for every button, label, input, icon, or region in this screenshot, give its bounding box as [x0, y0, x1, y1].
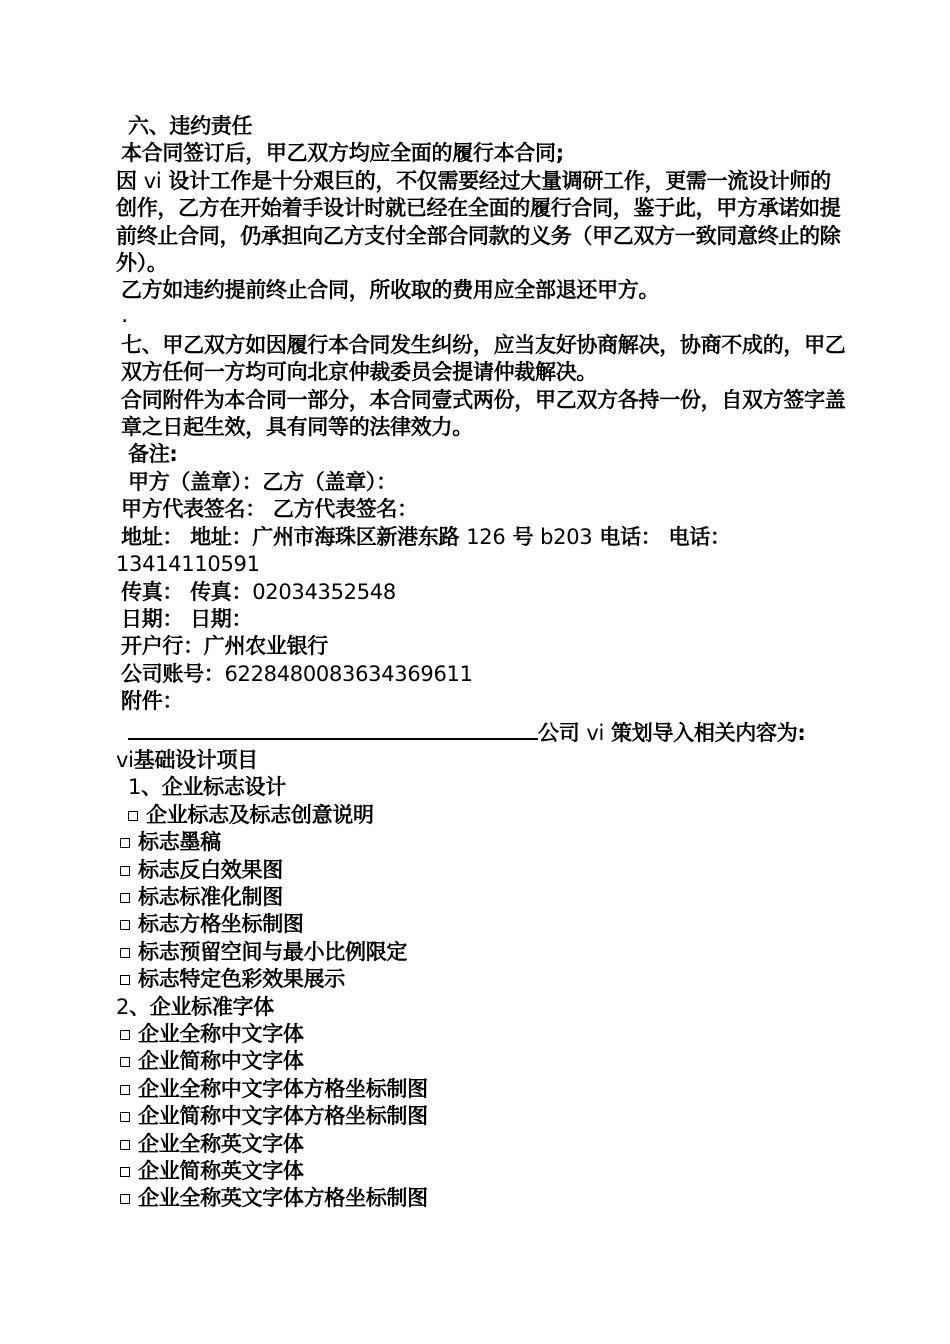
group-2-list [116, 1021, 846, 1213]
checklist-item [116, 884, 846, 911]
checkbox-icon [120, 948, 130, 958]
checklist-item-label: 标志标准化制图 [138, 884, 283, 909]
checklist-item [116, 1021, 846, 1048]
address-line: 地址： 地址：广州市海珠区新港东路 126 号 b203 电话： 电话： [121, 524, 731, 549]
checklist-item [116, 1158, 846, 1185]
checklist-item [116, 1185, 846, 1212]
checkbox-icon [120, 1194, 130, 1204]
blank-underline [128, 716, 538, 740]
checkbox-icon [120, 893, 130, 903]
account-line: 公司账号：6228480083634369611 [121, 661, 473, 686]
phone-number: 13414110591 [116, 552, 260, 577]
stray-dot: . [122, 309, 128, 326]
checklist-item [116, 1103, 846, 1130]
checklist-item-label: 企业简称中文字体方格坐标制图 [138, 1104, 428, 1129]
checkbox-icon [120, 1140, 130, 1150]
checklist-item-label: 标志预留空间与最小比例限定 [138, 939, 408, 964]
checklist-item-label: 企业简称中文字体 [138, 1049, 304, 1074]
checkbox-icon [120, 1030, 130, 1040]
section-7-paragraph-2: 合同附件为本合同一部分，本合同壹式两份，甲乙双方各持一份，自双方签字盖章之日起生效，具有同等的法律效力。 [121, 387, 846, 440]
date-line: 日期： 日期： [121, 606, 253, 631]
checklist-item-label: 企业标志及标志创意说明 [146, 802, 374, 827]
checkbox-icon [120, 1085, 130, 1095]
document-body [116, 113, 846, 1213]
seal-line: 甲方（盖章）：乙方（盖章）： [128, 469, 397, 494]
checklist-item-label: 企业全称中文字体方格坐标制图 [138, 1076, 428, 1101]
checklist-item [116, 1076, 846, 1103]
attachment-label: 附件： [121, 689, 184, 714]
checklist-item-label: 标志墨稿 [138, 830, 221, 855]
bank-line: 开户行：广州农业银行 [121, 634, 328, 659]
checklist-item [116, 857, 846, 884]
checklist-item [116, 911, 846, 938]
group-2-heading: 2、企业标准字体 [116, 994, 274, 1019]
checkbox-icon [128, 811, 138, 821]
checkbox-icon [120, 1167, 130, 1177]
fax-line: 传真： 传真：02034352548 [121, 579, 396, 604]
checkbox-icon [120, 975, 130, 985]
remarks-label: 备注: [128, 442, 178, 467]
section-6-paragraph-3: 乙方如违约提前终止合同，所收取的费用应全部退还甲方。 [121, 278, 660, 303]
checklist-item-label: 企业全称英文字体方格坐标制图 [138, 1186, 428, 1211]
section-6-paragraph-1: 本合同签订后，甲乙双方均应全面的履行本合同; [121, 141, 564, 166]
checklist-item [116, 1048, 846, 1075]
group-1-list [116, 802, 846, 994]
section-6-heading: 六、违约责任 [128, 114, 253, 138]
checkbox-icon [120, 920, 130, 930]
checklist-item-label: 企业简称英文字体 [138, 1159, 304, 1184]
checklist-item [116, 966, 846, 993]
checkbox-icon [120, 838, 130, 848]
checklist-item-label: 标志特定色彩效果展示 [138, 967, 345, 992]
section-7-paragraph-1: 七、甲乙双方如因履行本合同发生纠纷，应当友好协商解决，协商不成的，甲乙双方任何一方均可向北京仲裁委员会提请仲裁解决。 [121, 332, 846, 385]
attachment-title: 公司 vi 策划导入相关内容为: [116, 716, 846, 747]
checklist-item [116, 829, 846, 856]
checklist-item [116, 939, 846, 966]
checkbox-icon [120, 866, 130, 876]
checklist-item-label: 标志反白效果图 [138, 857, 283, 882]
basic-design-heading: vi基础设计项目 [116, 747, 258, 772]
checkbox-icon [120, 1057, 130, 1067]
section-6-paragraph-2: 因 vi 设计工作是十分艰巨的，不仅需要经过大量调研工作，更需一流设计师的创作，乙方在开始着手设计时就已经在全面的履行合同，鉴于此，甲方承诺如提前终止合同，仍承担向乙方支付全部合同款的义务（甲乙双方一致同意终止的除外）。 [116, 168, 841, 276]
representative-line: 甲方代表签名： 乙方代表签名： [121, 497, 418, 522]
checklist-item-label: 企业全称英文字体 [138, 1131, 304, 1156]
checklist-item-label: 标志方格坐标制图 [138, 912, 304, 937]
group-1-heading: 1、企业标志设计 [128, 775, 286, 800]
checkbox-icon [120, 1112, 130, 1122]
checklist-item [116, 1131, 846, 1158]
checklist-item [116, 802, 846, 829]
checklist-item-label: 企业全称中文字体 [138, 1022, 304, 1046]
